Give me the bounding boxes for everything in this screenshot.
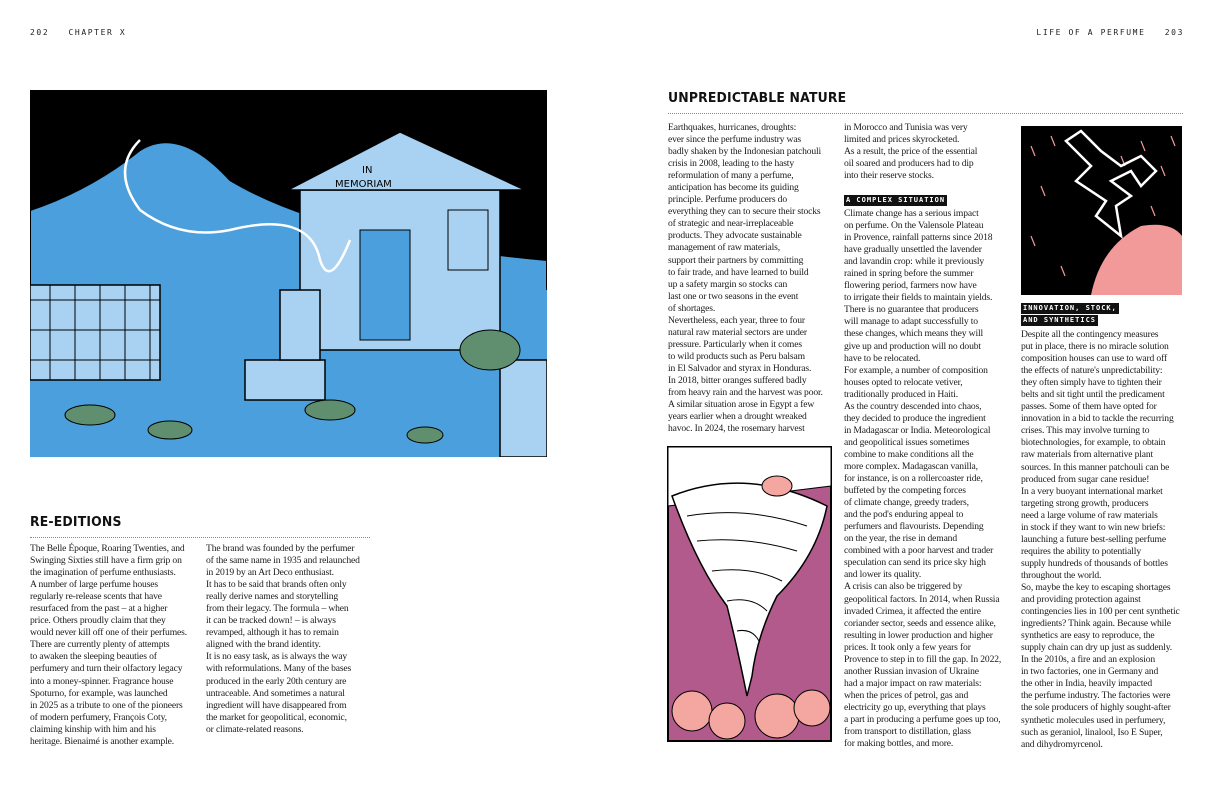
subhead-complex-situation: A COMPLEX SITUATION bbox=[846, 196, 946, 204]
body-column: in Morocco and Tunisia was very limited and prices skyrocketed. As a result, the price of the essential oil soared and producers had to dip into their reserve stocks. bbox=[844, 122, 978, 182]
body-column: Earthquakes, hurricanes, droughts: ever since the perfume industry was badly shaken by the Indonesian patchouli crisis in 2008, leading to the hasty reformulation of many a perfume, anticipation has become its guiding principle. Perfume producers do everything they can to secure their stocks of strategic and near-irreplaceable products. They advocate sustainable management of raw materials, support their partners by committing to fair trade, and have learned to build up a safety margin so stocks can last one or two seasons in the event of shortages. Nevertheless, each year, three to four natural raw material sectors are under pressure. Particularly when it comes to wild products such as Peru balsam in El Salvador and styrax in Honduras. In 2018, bitter oranges suffered badly from heavy rain and the harvest was poor. A similar situation arose in Egypt a few years earlier when a drought wreaked havoc. In 2024, the rosemary harvest bbox=[668, 122, 823, 435]
body-column: The Belle Époque, Roaring Twenties, and Swinging Sixties still have a firm grip on the imagination of perfume enthusiasts. A number of large perfume houses regularly re-release scents that have resurfaced from the past – at a higher price. Others proudly claim that they would never kill off one of their perfumes. There are currently plenty of attempts to awaken the sleeping beauties of perfumery and turn their olfactory legacy into a money-spinner. Fragrance house Spoturno, for example, was launched in 2025 as a tribute to one of the pioneers of modern perfumery, François Coty, claiming kinship with him and his heritage. Bienaimé is another example. bbox=[30, 543, 187, 747]
body-column: Despite all the contingency measures put in place, there is no miracle solution composition houses can use to ward off the effects of nature's unpredictability: they often simply have to tighten their belts and sit tight until the predicament passes. Some of them have opted for innovation in a bid to tackle the recurring crises. This may involve turning to biotechnologies, for example, to obtain raw materials from alternative plant sources. In this manner patchouli can be produced from sugar cane residue! In a very buoyant international market targeting strong growth, producers need a large volume of raw materials in stock if they want to win new briefs: launching a future best-selling perfume requires the ability to potentially supply hundreds of thousands of bottles throughout the world. So, maybe the key to escaping shortages and providing protection against contingencies lies in 100 per cent synthetic ingredients? Think again. Because while synthetics are easy to reproduce, the supply chain can dry up just as suddenly. In the 2010s, a fire and an explosion in two factories, one in Germany and the other in India, heavily impacted the perfume industry. The factories were the sole producers of highly sought-after synthetic molecules used in perfumery, such as geraniol, linalool, Iso E Super, and dihydromyrcenol. bbox=[1021, 329, 1180, 750]
left-folio bbox=[30, 28, 126, 37]
running-head: CHAPTER X bbox=[68, 28, 127, 37]
body-column: The brand was founded by the perfumer of the same name in 1935 and relaunched in 2019 by an Art Deco enthusiast. It has to be said that brands often only really derive names and storytelling from their legacy. The formula – when it can be tracked down! – is always revamped, although it has to remain aligned with the brand identity. It is no easy task, as is always the way with reformulations. Many of the bases produced in the early 20th century are untraceable. And sometimes a natural ingredient will have disappeared from the market for geopolitical, economic, or climate-related reasons. bbox=[206, 543, 360, 735]
divider bbox=[668, 113, 1183, 114]
running-head: LIFE OF A PERFUME bbox=[1036, 28, 1146, 37]
page-number: 202 bbox=[30, 28, 50, 37]
body-column: Climate change has a serious impact on perfume. On the Valensole Plateau in Provence, rainfall patterns since 2018 have gradually unsettled the lavender and lavandin crop: while it previously rained in spring before the summer flowering period, farmers now have to irrigate their fields to maintain yields. There is no guarantee that producers will manage to adapt successfully to these changes, which means they will give up and production will no doubt have to be relocated. For example, a number of composition houses opted to relocate vetiver, traditionally produced in Haiti. As the country descended into chaos, they decided to produce the ingredient in Madagascar or India. Meteorological and geopolitical issues sometimes combine to make conditions all the more complex. Madagascan vanilla, for instance, is on a rollercoaster ride, buffeted by the competing forces of climate change, greedy traders, and the pod's enduring appeal to perfumers and flavourists. Depending on the year, the rise in demand combined with a poor harvest and trader speculation can send its price sky high and lower its quality. A crisis can also be triggered by geopolitical factors. In 2014, when Russia invaded Crimea, it affected the entire coriander sector, seeds and essence alike, resulting in lower production and higher prices. It took only a few years for Provence to step in to fill the gap. In 2022, another Russian invasion of Ukraine had a major impact on raw materials: when the prices of petrol, gas and electricity go up, everything that plays a part in producing a perfume goes up too, from transport to distillation, glass for making bottles, and more. bbox=[844, 208, 1002, 750]
inscription: IN bbox=[362, 165, 373, 176]
cemetery-illustration bbox=[30, 90, 547, 457]
section-title-unpredictable-nature: UNPREDICTABLE NATURE bbox=[668, 90, 847, 106]
svg-text:MEMORIAM: MEMORIAM bbox=[335, 179, 392, 190]
section-title-re-editions: RE-EDITIONS bbox=[30, 514, 122, 530]
lightning-plant-illustration bbox=[1021, 126, 1182, 295]
divider bbox=[30, 537, 370, 538]
tornado-illustration bbox=[667, 446, 832, 742]
subhead-innovation: INNOVATION, STOCK, AND SYNTHETICS bbox=[1023, 304, 1117, 324]
right-folio bbox=[1036, 28, 1184, 37]
page-number: 203 bbox=[1164, 28, 1184, 37]
